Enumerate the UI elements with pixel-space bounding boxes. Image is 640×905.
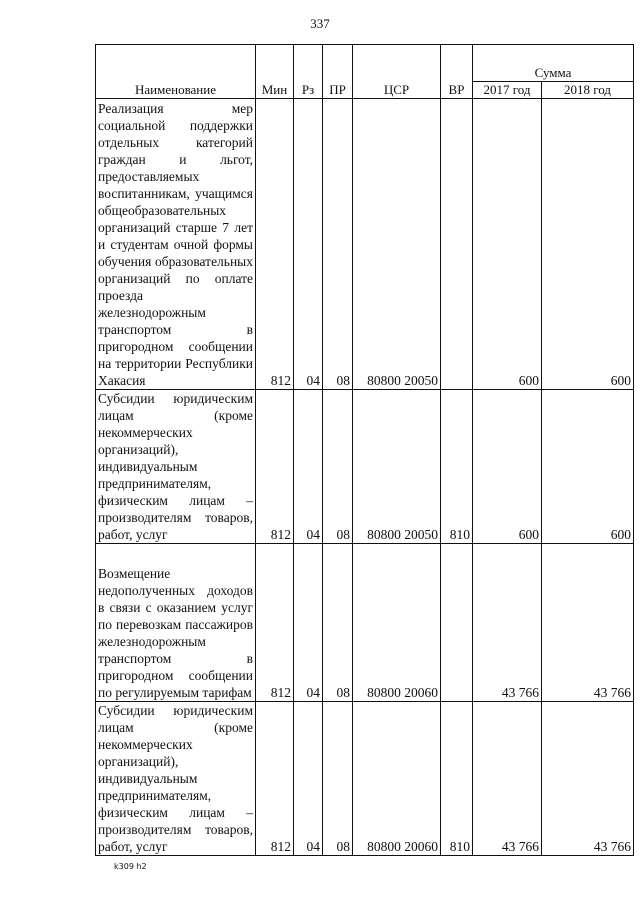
row-name: Возмещение недополученных доходов в связи с оказанием услуг по перевозкам пассажиров железнодорожным транспортом в пригородном сообщении по регулируемым тарифам [96, 544, 256, 702]
row-sum-2017: 600 [473, 390, 542, 544]
row-vr: 810 [441, 702, 473, 856]
row-min: 812 [256, 99, 294, 390]
header-rz: Рз [294, 45, 323, 99]
row-min: 812 [256, 390, 294, 544]
row-sum-2018: 600 [542, 99, 634, 390]
row-pr: 08 [323, 390, 353, 544]
row-vr [441, 544, 473, 702]
header-csr: ЦСР [353, 45, 441, 99]
row-min: 812 [256, 544, 294, 702]
footer-code: k309 h2 [114, 862, 147, 871]
page-number: 337 [310, 16, 330, 31]
row-csr: 80800 20060 [353, 544, 441, 702]
row-csr: 80800 20050 [353, 390, 441, 544]
row-vr [441, 99, 473, 390]
header-year-2018: 2018 год [542, 82, 634, 99]
row-rz: 04 [294, 702, 323, 856]
row-vr: 810 [441, 390, 473, 544]
budget-table [95, 44, 634, 856]
header-min: Мин [256, 45, 294, 99]
row-sum-2018: 43 766 [542, 702, 634, 856]
row-sum-2017: 43 766 [473, 544, 542, 702]
header-name: Наименование [96, 45, 256, 99]
table-row [96, 544, 634, 702]
header-vr: ВР [441, 45, 473, 99]
row-csr: 80800 20050 [353, 99, 441, 390]
header-year-2017: 2017 год [473, 82, 542, 99]
row-pr: 08 [323, 99, 353, 390]
table-row [96, 390, 634, 544]
header-pr: ПР [323, 45, 353, 99]
row-sum-2018: 600 [542, 390, 634, 544]
table-row [96, 702, 634, 856]
row-name: Реализация мер социальной поддержки отдельных категорий граждан и льгот, предоставляемых воспитанникам, учащимся общеобразовательных организаций старше 7 лет и студентам очной формы обучения образовательных организаций по оплате проезда железнодорожным транспортом в пригородном сообщении на территории Республики Хакасия [96, 99, 256, 390]
row-rz: 04 [294, 390, 323, 544]
row-sum-2017: 43 766 [473, 702, 542, 856]
row-rz: 04 [294, 99, 323, 390]
row-pr: 08 [323, 702, 353, 856]
row-name: Субсидии юридическим лицам (кроме некоммерческих организаций), индивидуальным предпринимателям, физическим лицам – производителям товаров, работ, услуг [96, 390, 256, 544]
row-min: 812 [256, 702, 294, 856]
row-sum-2018: 43 766 [542, 544, 634, 702]
row-pr: 08 [323, 544, 353, 702]
row-rz: 04 [294, 544, 323, 702]
row-sum-2017: 600 [473, 99, 542, 390]
row-name: Субсидии юридическим лицам (кроме некоммерческих организаций), индивидуальным предпринимателям, физическим лицам – производителям товаров, работ, услуг [96, 702, 256, 856]
table-row [96, 99, 634, 390]
header-sum: Сумма [473, 45, 634, 82]
row-csr: 80800 20060 [353, 702, 441, 856]
